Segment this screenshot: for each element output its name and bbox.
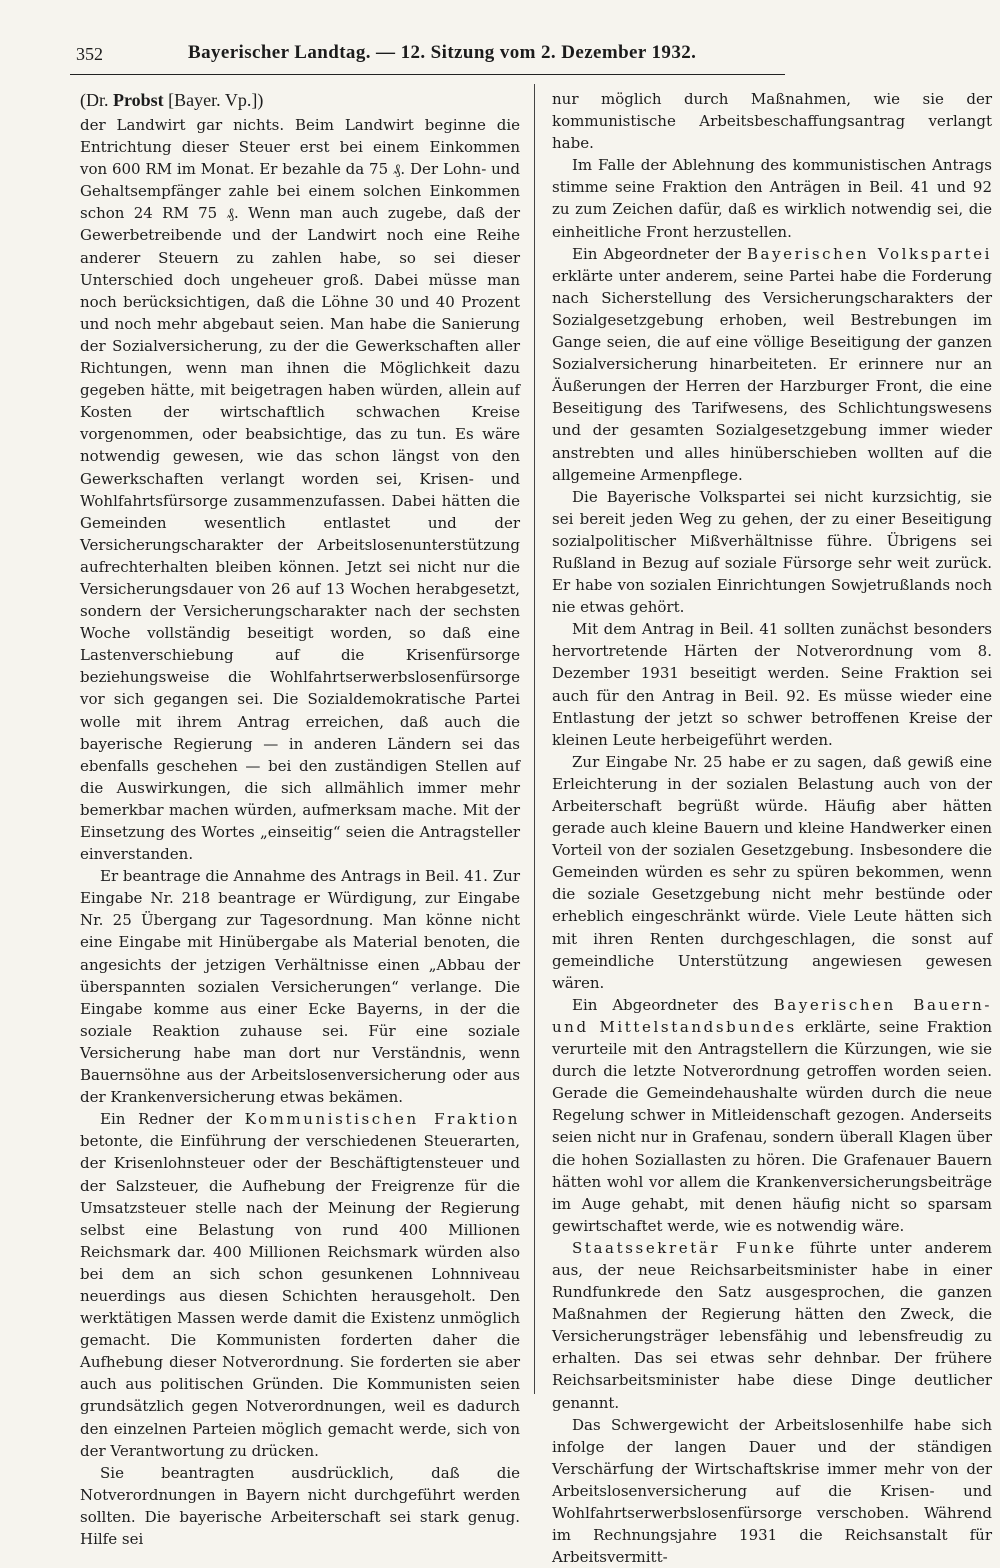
paragraph-prefix: Ein Abgeordneter der xyxy=(572,244,741,263)
paragraph xyxy=(552,243,992,486)
running-title: Bayerischer Landtag. — 12. Sitzung vom 2. Dezember 1932. xyxy=(188,42,697,63)
right-column xyxy=(552,88,992,1567)
page-number: 352 xyxy=(76,44,103,64)
paragraph: Im Falle der Ablehnung des kommunistischen Antrags stimme seine Fraktion den Anträgen in Beil. 41 und 92 zu zum Zeichen dafür, daß es wirklich notwendig sei, die einheitliche Front herzustellen. xyxy=(552,156,992,241)
paragraph-text: erklärte, seine Fraktion verurteile mit den Antragstellern die Kürzungen, wie sie durch die letzte Notverordnung getroffen worden seien. Gerade die Gemeindehaushalte würden durch die neue Regelung schwer in Mitleidenschaft gezogen. Anderseits seien nicht nur in Grafenau, sondern überall Klagen über die hohen Soziallasten zu hören. Die Grafenauer Bauern hätten wohl vor allem die Krankenversicherungsbeiträge im Auge gehabt, mit denen häufig nicht so sparsam gewirtschaftet werde, wie es notwendig wäre. xyxy=(552,1017,992,1235)
paragraph xyxy=(552,994,992,1237)
paragraph: Sie beantragten ausdrücklich, daß die Notverordnungen in Bayern nicht durchgeführt werden sollten. Die bayerische Arbeiterschaft sei stark genug. Hilfe sei xyxy=(80,1463,520,1548)
paragraph xyxy=(80,1108,520,1462)
paragraph: Das Schwergewicht der Arbeitslosenhilfe habe sich infolge der langen Dauer und der ständigen Verschärfung der Wirtschaftskrise immer mehr von der Arbeitslosenversicherung auf die Krisen- und Wohlfahrtserwerbslosenfürsorge verschoben. Während im Rechnungsjahre 1931 die Reichsanstalt für Arbeitsvermitt- xyxy=(552,1415,992,1567)
paragraph-text: betonte, die Einführung der verschiedenen Steuerarten, der Krisenlohnsteuer oder der Beschäftigtensteuer und der Salzsteuer, die Aufhebung der Freigrenze für die Umsatzsteuer stelle nach der Meinung der Regierung selbst eine Belastung von rund 400 Millionen Reichsmark dar. 400 Millionen Reichsmark würden also bei dem an sich schon gesunkenen Lohnniveau neuerdings aus diesen Schichten herausgeholt. Den werktätigen Massen werde damit die Existenz unmöglich gemacht. Die Kommunisten forderten daher die Aufhebung dieser Notverordnung. Sie forderten sie aber auch aus politischen Gründen. Die Kommunisten seien grundsätzlich gegen Notverordnungen, weil es dadurch den einzelnen Parteien möglich gemacht werde, sich von der Verantwortung zu drücken. xyxy=(80,1132,520,1460)
paragraph: Zur Eingabe Nr. 25 habe er zu sagen, daß gewiß eine Erleichterung in der sozialen Belastung auch von der Arbeiterschaft begrüßt würde. Häufig aber hätten gerade auch kleine Bauern und kleine Handwerker einen Vorteil von der sozialen Gesetzgebung. Insbesondere die Gemeinden würden es sehr zu spüren bekommen, wenn die soziale Gesetzgebung nicht mehr bestünde oder erheblich eingeschränkt würde. Viele Leute hätten sich mit ihren Renten durchgeschlagen, die sonst auf gemeindliche Unterstützung angewiesen gewesen wären. xyxy=(552,752,992,992)
paragraph: Die Bayerische Volkspartei sei nicht kurzsichtig, sie sei bereit jeden Weg zu gehen, der zu einer Beseitigung sozialpolitischer Mißverhältnisse führe. Übrigens sei Rußland in Bezug auf soziale Fürsorge sehr weit zurück. Er habe von sozialen Einrichtungen Sowjetrußlands noch nie etwas gehört. xyxy=(552,487,992,617)
paragraph-prefix: Ein Abgeordneter des xyxy=(572,995,759,1014)
paragraph-text: führte unter anderem aus, der neue Reichsarbeitsminister habe in einer Rundfunkrede den Satz ausgesprochen, die ganzen Maßnahmen der Regierung hätten den Zweck, die Versicherungsträger lebensfähig und lebensfreudig zu erhalten. Das sei etwas sehr dehnbar. Der frühere Reichsarbeitsminister habe diese Dinge deutlicher genannt. xyxy=(552,1238,992,1412)
spaced-name: Bayerischen Volkspartei xyxy=(746,244,992,263)
left-column xyxy=(80,88,520,1548)
paragraph: Mit dem Antrag in Beil. 41 sollten zunächst besonders hervortretende Härten der Notverordnung vom 8. Dezember 1931 beseitigt werden. Seine Fraktion sei auch für den Antrag in Beil. 92. Es müsse wieder eine Entlastung der jetzt so schwer betroffenen Kreise der kleinen Leute herbeigeführt werden. xyxy=(552,620,992,749)
paragraph: Er beantrage die Annahme des Antrags in Beil. 41. Zur Eingabe Nr. 218 beantrage er Würdigung, zur Eingabe Nr. 25 Übergang zur Tagesordnung. Man könne nicht eine Eingabe mit Hinübergabe als Material benoten, die angesichts der jetzigen Verhältnisse einen „Abbau der überspannten sozialen Versicherungen“ verlange. Die Eingabe komme aus einer Ecke Bayerns, in der die soziale Reaktion zuhause sei. Für eine soziale Versicherung habe man dort nur Verständnis, wenn Bauernsöhne aus der Arbeitslosenversicherung oder aus der Krankenversicherung etwas bekämen. xyxy=(80,867,520,1107)
speaker-heading xyxy=(80,88,520,112)
spaced-name: Bayerischen Bauern- und Mittelstandsbundes xyxy=(552,995,992,1036)
paragraph-text: erklärte unter anderem, seine Partei habe die Forderung nach Sicherstellung des Versicherungscharakters der Sozialgesetzgebung erhoben, weil Bestrebungen im Gange seien, die auf eine völlige Beseitigung der ganzen Sozialversicherung hinarbeiteten. Er erinnere nur an Äußerungen der Herren der Harzburger Front, die eine Beseitigung des Tarifwesens, des Schlichtungswesens und der gesamten Sozialgesetzgebung immer wieder anstrebten und alles hinüberschieben wollten auf die allgemeine Armenpflege. xyxy=(552,266,992,484)
paragraph-prefix: Ein Redner der xyxy=(100,1110,232,1129)
paragraph xyxy=(552,1237,992,1414)
spaced-name: Kommunistischen Fraktion xyxy=(244,1110,520,1129)
page-header xyxy=(70,34,785,75)
paragraph: der Landwirt gar nichts. Beim Landwirt beginne die Entrichtung dieser Steuer erst bei einem Einkommen von 600 RM im Monat. Er bezahle da 75 ₰. Der Lohn- und Gehaltsempfänger zahle bei einem solchen Einkommen schon 24 RM 75 ₰. Wenn man auch zugebe, daß der Gewerbetreibende und der Landwirt noch eine Reihe anderer Steuern zu zahlen habe, so sei dieser Unterschied doch ungeheuer groß. Dabei müsse man noch berücksichtigen, daß die Löhne 30 und 40 Prozent und noch mehr abgebaut seien. Man habe die Sanierung der Sozialversicherung, zu der die Gewerkschaften aller Richtungen, wenn man ihnen die Möglichkeit dazu gegeben hätte, mit beigetragen haben würden, allein auf Kosten der wirtschaftlich schwachen Kreise vorgenommen, oder beabsichtige, das zu tun. Es wäre notwendig gewesen, wie das schon längst von den Gewerkschaften verlangt worden sei, Krisen- und Wohlfahrtsfürsorge zusammenzufassen. Dabei hätten die Gemeinden wesentlich entlastet und der Versicherungscharakter der Arbeitslosenunterstützung aufrechterhalten bleiben können. Jetzt sei nicht nur die Versicherungsdauer von 26 auf 13 Wochen herabgesetzt, sondern der Versicherungscharakter nach der sechsten Woche vollständig beseitigt worden, so daß eine Lastenverschiebung auf die Krisenfürsorge beziehungsweise die Wohlfahrtserwerbslosenfürsorge vor sich gegangen sei. Die Sozialdemokratische Partei wolle mit ihrem Antrag erreichen, daß auch die bayerische Regierung — in anderen Ländern sei das ebenfalls geschehen — bei den zuständigen Stellen auf die Auswirkungen, die sich allmählich immer mehr bemerkbar machen würden, aufmerksam mache. Mit der Einsetzung des Wortes „einseitig“ seien die Antragsteller einverstanden. xyxy=(80,116,520,864)
paragraph: nur möglich durch Maßnahmen, wie sie der kommunistische Arbeitsbeschaffungsantrag verlangt habe. xyxy=(552,90,992,153)
speaker-open: (Dr. xyxy=(80,90,109,110)
column-divider xyxy=(534,84,535,1394)
spaced-name: Staatssekretär Funke xyxy=(572,1238,797,1257)
speaker-name: Probst xyxy=(113,90,164,110)
speaker-party: [Bayer. Vp.]) xyxy=(168,90,264,110)
